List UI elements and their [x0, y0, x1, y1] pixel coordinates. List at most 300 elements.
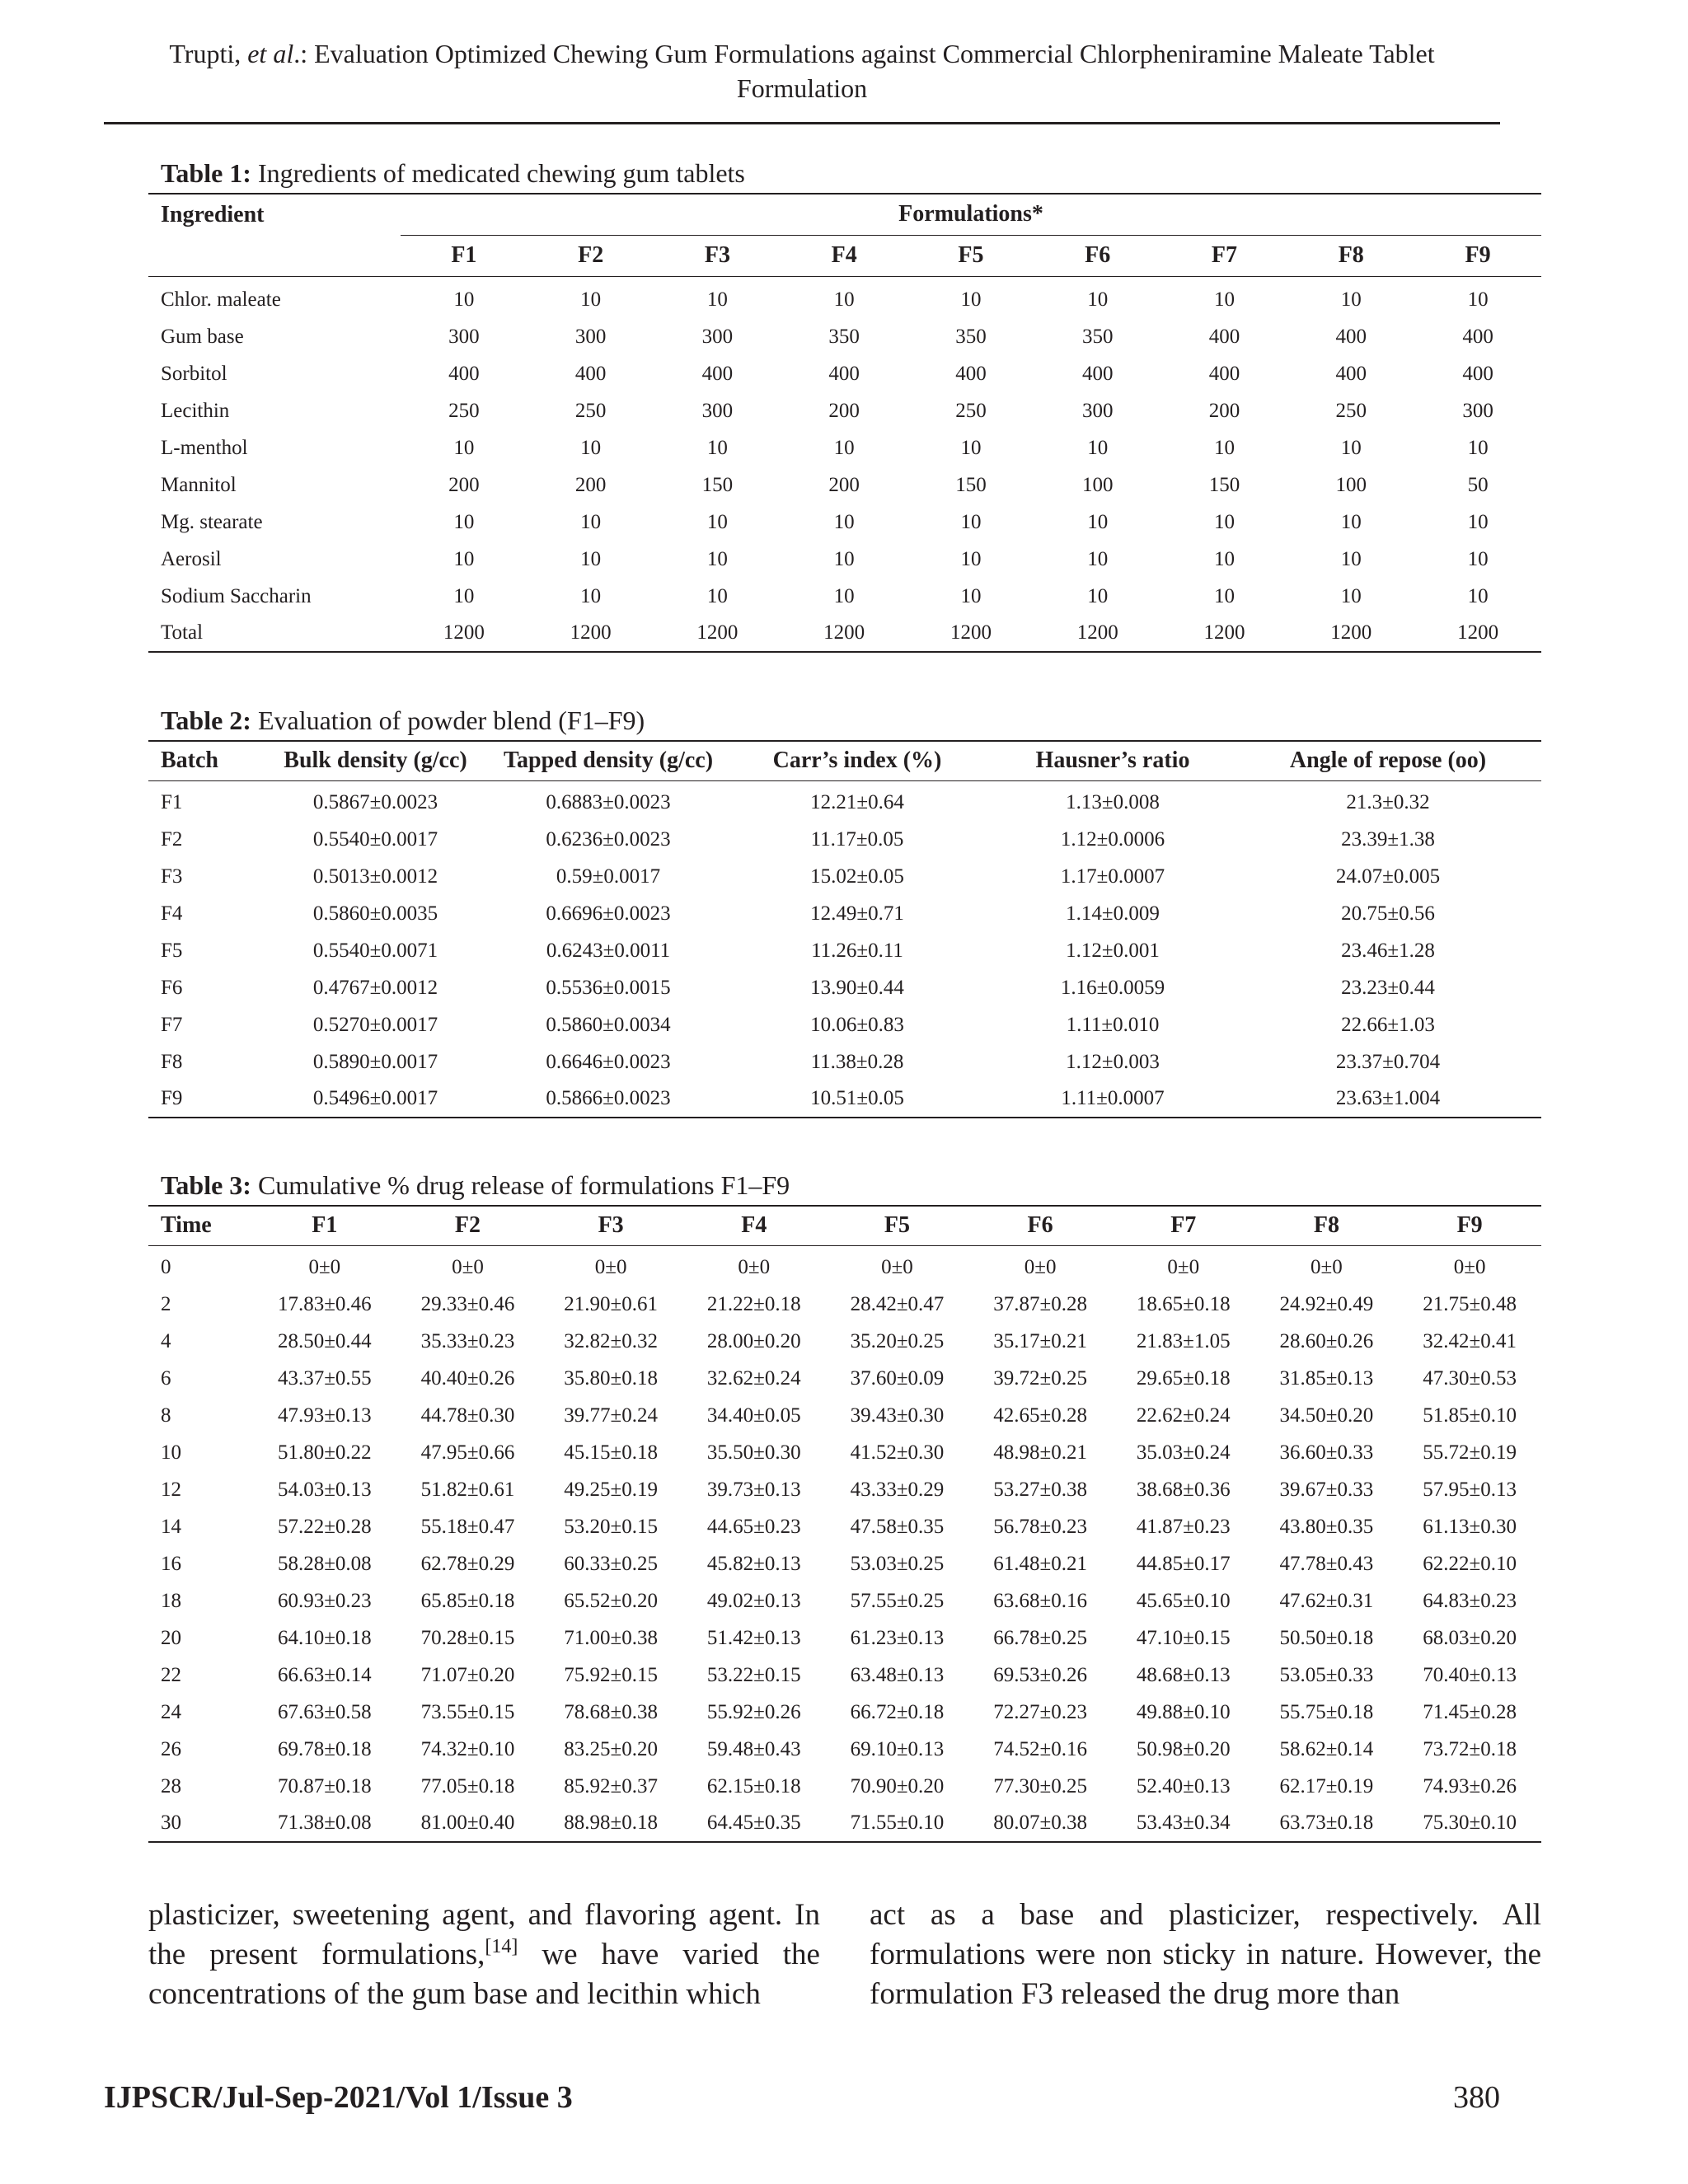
table-cell: 55.92±0.26	[706, 1700, 801, 1723]
table1-col-header: F3	[704, 242, 730, 268]
row-label: 8	[161, 1404, 171, 1427]
table-cell: 44.85±0.17	[1136, 1552, 1231, 1575]
table-cell: 39.77±0.24	[564, 1404, 658, 1427]
table-cell: 69.10±0.13	[850, 1737, 945, 1760]
table-cell: 18.65±0.18	[1136, 1292, 1231, 1315]
table-cell: 70.90±0.20	[850, 1774, 945, 1797]
table-cell: 400	[574, 362, 607, 385]
row-label: Lecithin	[161, 399, 230, 422]
table-row	[148, 932, 1541, 969]
table-cell: 45.65±0.10	[1136, 1589, 1231, 1612]
table1	[148, 193, 1541, 653]
table-cell: 69.78±0.18	[277, 1737, 372, 1760]
table3-caption	[161, 1170, 790, 1200]
table-cell: 53.43±0.34	[1136, 1811, 1231, 1834]
table-cell: 73.72±0.18	[1423, 1737, 1517, 1760]
table-cell: 32.62±0.24	[706, 1366, 801, 1390]
table-cell: 34.50±0.20	[1279, 1404, 1374, 1427]
table-row	[148, 1657, 1541, 1694]
table-cell: 71.07±0.20	[420, 1663, 515, 1686]
table-cell: 55.18±0.47	[420, 1515, 515, 1538]
table-cell: 77.05±0.18	[420, 1774, 515, 1797]
table-cell: 45.15±0.18	[564, 1441, 658, 1464]
table-cell: 32.82±0.32	[564, 1329, 658, 1352]
table-cell: 10	[580, 436, 602, 459]
table-row	[148, 1080, 1541, 1118]
table-cell: 400	[1462, 325, 1493, 348]
header-rule	[104, 122, 1500, 124]
table-cell: 1.11±0.0007	[1061, 1087, 1165, 1109]
row-label: Mannitol	[161, 473, 237, 496]
table-cell: 29.65±0.18	[1136, 1366, 1231, 1390]
table-cell: 24.07±0.005	[1335, 865, 1441, 888]
table-cell: 1200	[823, 621, 865, 644]
table-cell: 68.03±0.20	[1423, 1626, 1517, 1649]
row-label: 24	[161, 1700, 181, 1723]
table-cell: 62.22±0.10	[1423, 1552, 1517, 1575]
table-cell: 75.92±0.15	[564, 1663, 658, 1686]
row-label: 14	[161, 1515, 181, 1538]
running-header-line1	[0, 36, 1604, 71]
table-cell: 73.55±0.15	[420, 1700, 515, 1723]
table3-col-header: F9	[1456, 1212, 1483, 1239]
row-label: F8	[161, 1050, 183, 1073]
row-label: F3	[161, 865, 183, 888]
table-row	[148, 615, 1541, 652]
table-cell: 49.25±0.19	[564, 1478, 658, 1501]
table-cell: 51.82±0.61	[420, 1478, 515, 1501]
row-label: Sorbitol	[161, 362, 227, 385]
table-cell: 0±0	[738, 1255, 771, 1278]
table-cell: 37.87±0.28	[993, 1292, 1087, 1315]
table-row	[148, 1323, 1541, 1360]
table-row	[148, 780, 1541, 821]
table-cell: 47.78±0.43	[1279, 1552, 1374, 1575]
table-cell: 60.33±0.25	[564, 1552, 658, 1575]
table-cell: 1.12±0.001	[1066, 939, 1160, 962]
body-text-col1-a: plasticizer, sweetening agent, and flavoring agent. In the present formulations,	[148, 1898, 820, 1971]
table-cell: 21.75±0.48	[1423, 1292, 1517, 1315]
table-cell: 300	[1081, 399, 1114, 422]
footer-journal: IJPSCR/Jul-Sep-2021/Vol 1/Issue 3	[104, 2080, 573, 2115]
table-cell: 10	[1340, 584, 1362, 607]
table-cell: 28.42±0.47	[850, 1292, 945, 1315]
table-cell: 75.30±0.10	[1423, 1811, 1517, 1834]
table-cell: 29.33±0.46	[420, 1292, 515, 1315]
table-cell: 47.30±0.53	[1423, 1366, 1517, 1390]
table-cell: 1200	[696, 621, 738, 644]
row-label: Mg. stearate	[161, 510, 263, 533]
table-cell: 53.22±0.15	[706, 1663, 801, 1686]
table-cell: 22.66±1.03	[1341, 1013, 1435, 1036]
table-cell: 0.6243±0.0011	[546, 939, 671, 962]
table-cell: 57.55±0.25	[850, 1589, 945, 1612]
table-cell: 1.14±0.009	[1066, 902, 1160, 925]
table2-col-header: Tapped density (g/cc)	[503, 748, 714, 774]
table-row	[148, 541, 1541, 578]
table-cell: 10	[1467, 436, 1489, 459]
table-cell: 10	[1340, 288, 1362, 311]
table-cell: 0.5540±0.0071	[312, 939, 438, 962]
table-row	[148, 1286, 1541, 1323]
table-cell: 0.59±0.0017	[556, 865, 661, 888]
table-cell: 63.68±0.16	[993, 1589, 1087, 1612]
table-cell: 47.93±0.13	[277, 1404, 372, 1427]
table-cell: 53.05±0.33	[1279, 1663, 1374, 1686]
row-label: 2	[161, 1292, 171, 1315]
table3-col-header: F6	[1027, 1212, 1053, 1239]
table3-col-header: F3	[598, 1212, 624, 1239]
table-cell: 400	[701, 362, 734, 385]
table-row	[148, 1694, 1541, 1731]
row-label: 30	[161, 1811, 181, 1834]
table1-caption-label: Table 1:	[161, 158, 251, 188]
row-label: 18	[161, 1589, 181, 1612]
table-cell: 250	[574, 399, 607, 422]
table-row	[148, 466, 1541, 504]
table-cell: 54.03±0.13	[277, 1478, 372, 1501]
table-cell: 10	[960, 288, 982, 311]
table3	[148, 1205, 1541, 1843]
table-cell: 38.68±0.36	[1136, 1478, 1231, 1501]
table-cell: 74.52±0.16	[993, 1737, 1087, 1760]
table-cell: 350	[1081, 325, 1114, 348]
table-cell: 10	[580, 584, 602, 607]
table-cell: 0.6646±0.0023	[546, 1050, 671, 1073]
table-cell: 65.85±0.18	[420, 1589, 515, 1612]
table-cell: 70.87±0.18	[277, 1774, 372, 1797]
row-label: Gum base	[161, 325, 244, 348]
row-label: 4	[161, 1329, 171, 1352]
table-cell: 78.68±0.38	[564, 1700, 658, 1723]
table-cell: 10	[833, 547, 855, 570]
table-cell: 32.42±0.41	[1423, 1329, 1517, 1352]
table-row	[148, 895, 1541, 932]
table-cell: 61.13±0.30	[1423, 1515, 1517, 1538]
table3-col-header: F4	[741, 1212, 767, 1239]
table-cell: 34.40±0.05	[706, 1404, 801, 1427]
table-cell: 45.82±0.13	[706, 1552, 801, 1575]
table-cell: 47.58±0.35	[850, 1515, 945, 1538]
table-cell: 0.5540±0.0017	[312, 827, 438, 851]
table-cell: 10	[1087, 436, 1109, 459]
table-cell: 100	[1335, 473, 1367, 496]
table-cell: 53.27±0.38	[993, 1478, 1087, 1501]
table-cell: 81.00±0.40	[420, 1811, 515, 1834]
table-cell: 10	[833, 436, 855, 459]
table2-col-header: Batch	[161, 748, 218, 774]
table-cell: 58.28±0.08	[277, 1552, 372, 1575]
table2-caption	[161, 705, 645, 735]
table-row	[148, 1245, 1541, 1286]
table-cell: 62.15±0.18	[706, 1774, 801, 1797]
table-cell: 150	[701, 473, 734, 496]
table-cell: 10.51±0.05	[810, 1087, 904, 1109]
table-cell: 10	[833, 288, 855, 311]
table-cell: 10	[960, 436, 982, 459]
table-cell: 400	[1335, 362, 1367, 385]
table-cell: 21.3±0.32	[1346, 790, 1430, 813]
table-cell: 48.98±0.21	[993, 1441, 1087, 1464]
table-row	[148, 392, 1541, 429]
table3-col-header: F8	[1313, 1212, 1339, 1239]
table-cell: 1200	[443, 621, 485, 644]
row-label: F7	[161, 1013, 183, 1036]
table-cell: 300	[448, 325, 480, 348]
table-cell: 22.62±0.24	[1136, 1404, 1231, 1427]
table-row	[148, 1731, 1541, 1768]
table1-caption-text: Ingredients of medicated chewing gum tablets	[257, 158, 745, 188]
row-label: F9	[161, 1087, 183, 1109]
table-cell: 10	[580, 547, 602, 570]
table-cell: 0.6236±0.0023	[546, 827, 671, 851]
table-cell: 1200	[1076, 621, 1118, 644]
table-cell: 58.62±0.14	[1279, 1737, 1374, 1760]
row-label: 6	[161, 1366, 171, 1390]
table-cell: 12.21±0.64	[810, 790, 904, 813]
table-cell: 10	[706, 288, 728, 311]
table-cell: 11.26±0.11	[811, 939, 903, 962]
table-cell: 55.72±0.19	[1423, 1441, 1517, 1464]
table-cell: 51.85±0.10	[1423, 1404, 1517, 1427]
table-cell: 44.65±0.23	[706, 1515, 801, 1538]
table-cell: 42.65±0.28	[993, 1404, 1087, 1427]
table1-header-row	[148, 235, 1541, 276]
table-cell: 51.80±0.22	[277, 1441, 372, 1464]
table-cell: 11.38±0.28	[810, 1050, 904, 1073]
table2-col-header: Bulk density (g/cc)	[284, 748, 467, 774]
table1-body	[148, 276, 1541, 652]
table-cell: 10	[1087, 547, 1109, 570]
table-row	[148, 969, 1541, 1006]
table-cell: 10	[580, 510, 602, 533]
table-cell: 400	[1462, 362, 1493, 385]
table-row	[148, 578, 1541, 615]
citation-ref: [14]	[485, 1936, 518, 1957]
table2-col-header: Carr’s index (%)	[772, 748, 942, 774]
table-cell: 39.73±0.13	[706, 1478, 801, 1501]
table-cell: 47.62±0.31	[1279, 1589, 1374, 1612]
table-cell: 43.80±0.35	[1279, 1515, 1374, 1538]
table-cell: 10	[1213, 288, 1235, 311]
table-cell: 64.45±0.35	[706, 1811, 801, 1834]
table3-caption-text: Cumulative % drug release of formulations F1–F9	[257, 1170, 790, 1200]
table-cell: 10	[453, 584, 475, 607]
table-cell: 400	[955, 362, 987, 385]
body-text-column-1	[148, 1896, 820, 2014]
table-cell: 0.5867±0.0023	[312, 790, 438, 813]
table-cell: 10	[1340, 436, 1362, 459]
table-cell: 0±0	[881, 1255, 913, 1278]
table-cell: 10	[1087, 288, 1109, 311]
header-title: .: Evaluation Optimized Chewing Gum Formulations against Commercial Chlorpheniramine Maleate Tablet	[293, 39, 1435, 68]
table-cell: 10	[453, 436, 475, 459]
row-label: 28	[161, 1774, 181, 1797]
row-label: 16	[161, 1552, 181, 1575]
table-row	[148, 1582, 1541, 1619]
table-cell: 83.25±0.20	[564, 1737, 658, 1760]
table-cell: 200	[448, 473, 480, 496]
table-row	[148, 318, 1541, 355]
table-cell: 0.5866±0.0023	[546, 1087, 671, 1109]
table-cell: 28.60±0.26	[1279, 1329, 1374, 1352]
table-cell: 21.83±1.05	[1136, 1329, 1231, 1352]
header-title-line2: Formulation	[736, 73, 868, 103]
table-cell: 66.63±0.14	[277, 1663, 372, 1686]
table-row	[148, 1768, 1541, 1805]
table-cell: 67.63±0.58	[277, 1700, 372, 1723]
table-cell: 35.80±0.18	[564, 1366, 658, 1390]
table-cell: 62.78±0.29	[420, 1552, 515, 1575]
table-cell: 35.17±0.21	[993, 1329, 1087, 1352]
table-cell: 250	[1335, 399, 1367, 422]
table-cell: 1.12±0.0006	[1060, 827, 1165, 851]
table-cell: 1200	[1457, 621, 1499, 644]
table-cell: 37.60±0.09	[850, 1366, 945, 1390]
table-row	[148, 1006, 1541, 1043]
table-cell: 1200	[1330, 621, 1372, 644]
table-cell: 52.40±0.13	[1136, 1774, 1231, 1797]
row-label: Chlor. maleate	[161, 288, 281, 311]
table-cell: 24.92±0.49	[1279, 1292, 1374, 1315]
row-label: F4	[161, 902, 183, 925]
row-label: F6	[161, 976, 183, 999]
table-cell: 31.85±0.13	[1279, 1366, 1374, 1390]
table2-caption-text: Evaluation of powder blend (F1–F9)	[257, 705, 645, 735]
table1-col-header: F9	[1465, 242, 1491, 268]
table-row	[148, 1043, 1541, 1080]
table-cell: 39.43±0.30	[850, 1404, 945, 1427]
row-label: Total	[161, 621, 204, 644]
table-cell: 69.53±0.26	[993, 1663, 1087, 1686]
table-cell: 66.78±0.25	[993, 1626, 1087, 1649]
table-cell: 13.90±0.44	[810, 976, 904, 999]
table-cell: 72.27±0.23	[993, 1700, 1087, 1723]
table1-caption	[161, 158, 745, 188]
table-cell: 88.98±0.18	[564, 1811, 658, 1834]
table-cell: 10	[960, 584, 982, 607]
table-cell: 10	[1340, 510, 1362, 533]
table-cell: 10	[1213, 584, 1235, 607]
table1-col-header: F6	[1085, 242, 1111, 268]
table-cell: 0.4767±0.0012	[312, 976, 438, 999]
table-cell: 10	[1213, 547, 1235, 570]
table-cell: 1.13±0.008	[1066, 790, 1160, 813]
table-cell: 0.5860±0.0034	[546, 1013, 671, 1036]
table-cell: 10	[1467, 584, 1489, 607]
row-label: 0	[161, 1255, 171, 1278]
table-cell: 21.22±0.18	[706, 1292, 801, 1315]
table-cell: 200	[574, 473, 607, 496]
body-text-column-2: act as a base and plasticizer, respectively. All formulations were non sticky in nature. However, the formulation F3 released the drug more than	[870, 1898, 1541, 2011]
table-cell: 63.73±0.18	[1279, 1811, 1374, 1834]
table-cell: 0±0	[452, 1255, 484, 1278]
table-cell: 17.83±0.46	[277, 1292, 372, 1315]
table-cell: 49.88±0.10	[1136, 1700, 1231, 1723]
table-cell: 250	[955, 399, 987, 422]
table-cell: 43.33±0.29	[850, 1478, 945, 1501]
table-cell: 10	[1340, 547, 1362, 570]
table-cell: 1200	[950, 621, 992, 644]
table-cell: 71.45±0.28	[1423, 1700, 1517, 1723]
table-row	[148, 1397, 1541, 1434]
table-cell: 400	[448, 362, 480, 385]
table1-col-header: F2	[578, 242, 604, 268]
table-cell: 10	[1213, 510, 1235, 533]
table-cell: 10	[706, 510, 728, 533]
table-cell: 400	[1081, 362, 1114, 385]
table-cell: 64.83±0.23	[1423, 1589, 1517, 1612]
table-row	[148, 1508, 1541, 1545]
header-etal: et al	[247, 39, 294, 68]
table-cell: 10	[706, 547, 728, 570]
table-cell: 1.16±0.0059	[1060, 976, 1165, 999]
table-cell: 250	[448, 399, 480, 422]
table-cell: 10	[580, 288, 602, 311]
table-cell: 10	[960, 547, 982, 570]
table-cell: 20.75±0.56	[1341, 902, 1435, 925]
table-cell: 70.40±0.13	[1423, 1663, 1517, 1686]
table2	[148, 740, 1541, 1118]
table-cell: 47.10±0.15	[1136, 1626, 1231, 1649]
row-label: F2	[161, 827, 183, 851]
table2-col-header: Angle of repose (oo)	[1289, 748, 1487, 774]
table-cell: 53.03±0.25	[850, 1552, 945, 1575]
table-cell: 1200	[1203, 621, 1245, 644]
header-author: Trupti,	[169, 39, 241, 68]
table-cell: 1.12±0.003	[1066, 1050, 1160, 1073]
table-cell: 71.55±0.10	[850, 1811, 945, 1834]
table-cell: 65.52±0.20	[564, 1589, 658, 1612]
row-label: L-menthol	[161, 436, 248, 459]
table-cell: 23.37±0.704	[1335, 1050, 1441, 1073]
table-cell: 60.93±0.23	[277, 1589, 372, 1612]
table-cell: 44.78±0.30	[420, 1404, 515, 1427]
table-cell: 0.5536±0.0015	[546, 976, 671, 999]
table1-col-header: F1	[451, 242, 477, 268]
table-cell: 21.90±0.61	[564, 1292, 658, 1315]
table3-body	[148, 1245, 1541, 1842]
table-cell: 50.98±0.20	[1136, 1737, 1231, 1760]
row-label: 20	[161, 1626, 181, 1649]
table2-header-row	[148, 741, 1541, 780]
table2-body	[148, 780, 1541, 1118]
table-cell: 43.37±0.55	[277, 1366, 372, 1390]
table-row	[148, 1360, 1541, 1397]
table-row	[148, 504, 1541, 541]
table1-group-header: Formulations*	[401, 194, 1541, 235]
table-cell: 350	[828, 325, 860, 348]
table-cell: 0±0	[594, 1255, 627, 1278]
table-cell: 53.20±0.15	[564, 1515, 658, 1538]
table-row	[148, 1471, 1541, 1508]
table-row	[148, 429, 1541, 466]
table-cell: 10	[960, 510, 982, 533]
table-row	[148, 1545, 1541, 1582]
table-cell: 0.5013±0.0012	[312, 865, 438, 888]
table-row	[148, 1434, 1541, 1471]
table-cell: 66.72±0.18	[850, 1700, 945, 1723]
table-cell: 0±0	[1453, 1255, 1486, 1278]
table-cell: 40.40±0.26	[420, 1366, 515, 1390]
table-cell: 0.5496±0.0017	[312, 1087, 438, 1109]
table-cell: 80.07±0.38	[993, 1811, 1087, 1834]
table-cell: 64.10±0.18	[277, 1626, 372, 1649]
table-cell: 10	[1087, 584, 1109, 607]
table-cell: 0±0	[1311, 1255, 1343, 1278]
table1-blank-header	[148, 235, 401, 276]
table-cell: 41.87±0.23	[1136, 1515, 1231, 1538]
